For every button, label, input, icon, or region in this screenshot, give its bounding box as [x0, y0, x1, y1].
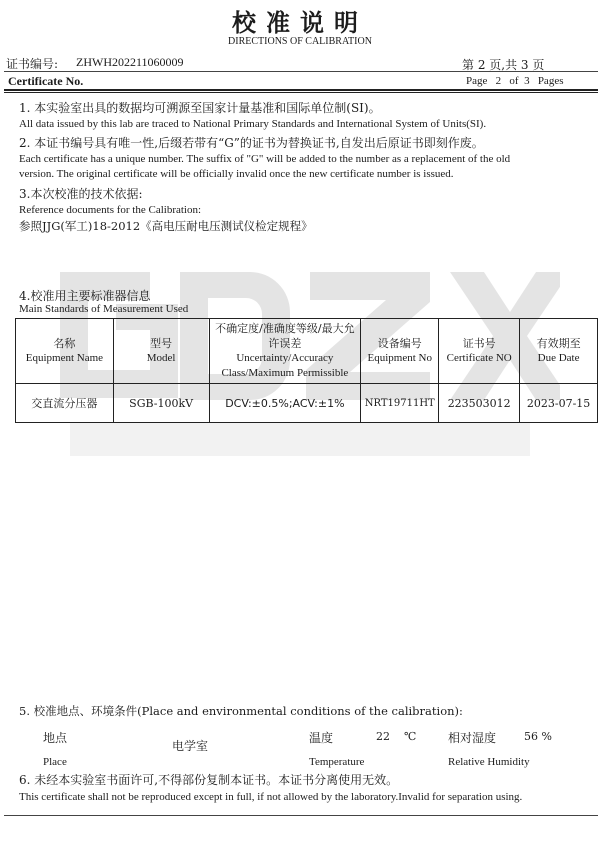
cell-equipment-name: 交直流分压器: [16, 384, 114, 423]
section-5-heading: 5. 校准地点、环境条件(Place and environmental conditions of the calibration):: [19, 704, 463, 718]
cell-due-date: 2023-07-15: [520, 384, 598, 423]
col-header-certificate-no: 证书号 Certificate NO: [439, 319, 520, 384]
place-value: 电学室: [172, 739, 209, 753]
cert-no-label-en: Certificate No.: [8, 74, 84, 88]
temperature-value: 22 ℃: [376, 730, 417, 743]
section-2-cn: 2. 本证书编号具有唯一性,后缀若带有“G”的证书为替换证书,自发出后原证书即刻作废。: [19, 136, 484, 150]
cell-certificate-no: 223503012: [439, 384, 520, 423]
section-2-en-line2: version. The original certificate will be officially invalid once the new certificate number is issued.: [19, 168, 454, 180]
table-row: [16, 384, 598, 423]
temperature-label-en: Temperature: [309, 756, 365, 768]
cert-no-label-cn: 证书编号:: [6, 57, 59, 71]
humidity-label-cn: 相对湿度: [448, 731, 497, 745]
header-divider-bold: [4, 89, 598, 91]
section-1-en: All data issued by this lab are traced to National Primary Standards and International System of Units(SI).: [19, 118, 487, 130]
header-divider-thin: [4, 92, 598, 93]
cell-model: SGB-100kV: [113, 384, 209, 423]
section-4-cn: 4.校准用主要标准器信息: [19, 289, 151, 303]
section-3-en: Reference documents for the Calibration:: [19, 204, 202, 216]
temperature-label-cn: 温度: [309, 731, 334, 745]
page-indicator-cn: 第 2 页,共 3 页: [462, 58, 545, 72]
page-subtitle: DIRECTIONS OF CALIBRATION: [228, 36, 372, 47]
humidity-value: 56 %: [524, 730, 552, 743]
section-3-reference: 参照JJG(军工)18-2012《高电压耐电压测试仪检定规程》: [19, 219, 313, 233]
humidity-label-en: Relative Humidity: [448, 756, 530, 768]
footer-divider: [4, 815, 598, 816]
section-2-en-line1: Each certificate has a unique number. The suffix of "G" will be added to the number as a replacement of the old: [19, 153, 511, 165]
page-indicator-en: Page 2 of 3 Pages: [466, 75, 564, 87]
col-header-equipment-no: 设备编号 Equipment No: [361, 319, 439, 384]
cell-equipment-no: NRT19711HT: [361, 384, 439, 423]
section-6-cn: 6. 未经本实验室书面许可,不得部份复制本证书。本证书分离使用无效。: [19, 773, 399, 787]
cell-uncertainty: DCV:±0.5%;ACV:±1%: [209, 384, 361, 423]
section-4-en: Main Standards of Measurement Used: [19, 303, 189, 315]
section-3-cn: 3.本次校准的技术依据:: [19, 187, 143, 201]
header-divider-top: [4, 71, 598, 72]
section-6-en: This certificate shall not be reproduced except in full, if not allowed by the laboratory.Invalid for separation using.: [19, 791, 523, 803]
page-title: 校准说明: [232, 8, 368, 37]
col-header-uncertainty: 不确定度/准确度等级/最大允许误差 Uncertainty/Accuracy Class/Maximum Permissible: [209, 319, 361, 384]
col-header-name: 名称 Equipment Name: [16, 319, 114, 384]
place-label-cn: 地点: [43, 731, 68, 745]
table-header-row: [16, 319, 598, 384]
col-header-model: 型号 Model: [113, 319, 209, 384]
standards-table: [15, 318, 598, 423]
place-label-en: Place: [43, 756, 67, 768]
cert-no-value: ZHWH202211060009: [76, 55, 184, 69]
col-header-due-date: 有效期至 Due Date: [520, 319, 598, 384]
section-1-cn: 1. 本实验室出具的数据均可溯源至国家计量基准和国际单位制(SI)。: [19, 101, 381, 115]
